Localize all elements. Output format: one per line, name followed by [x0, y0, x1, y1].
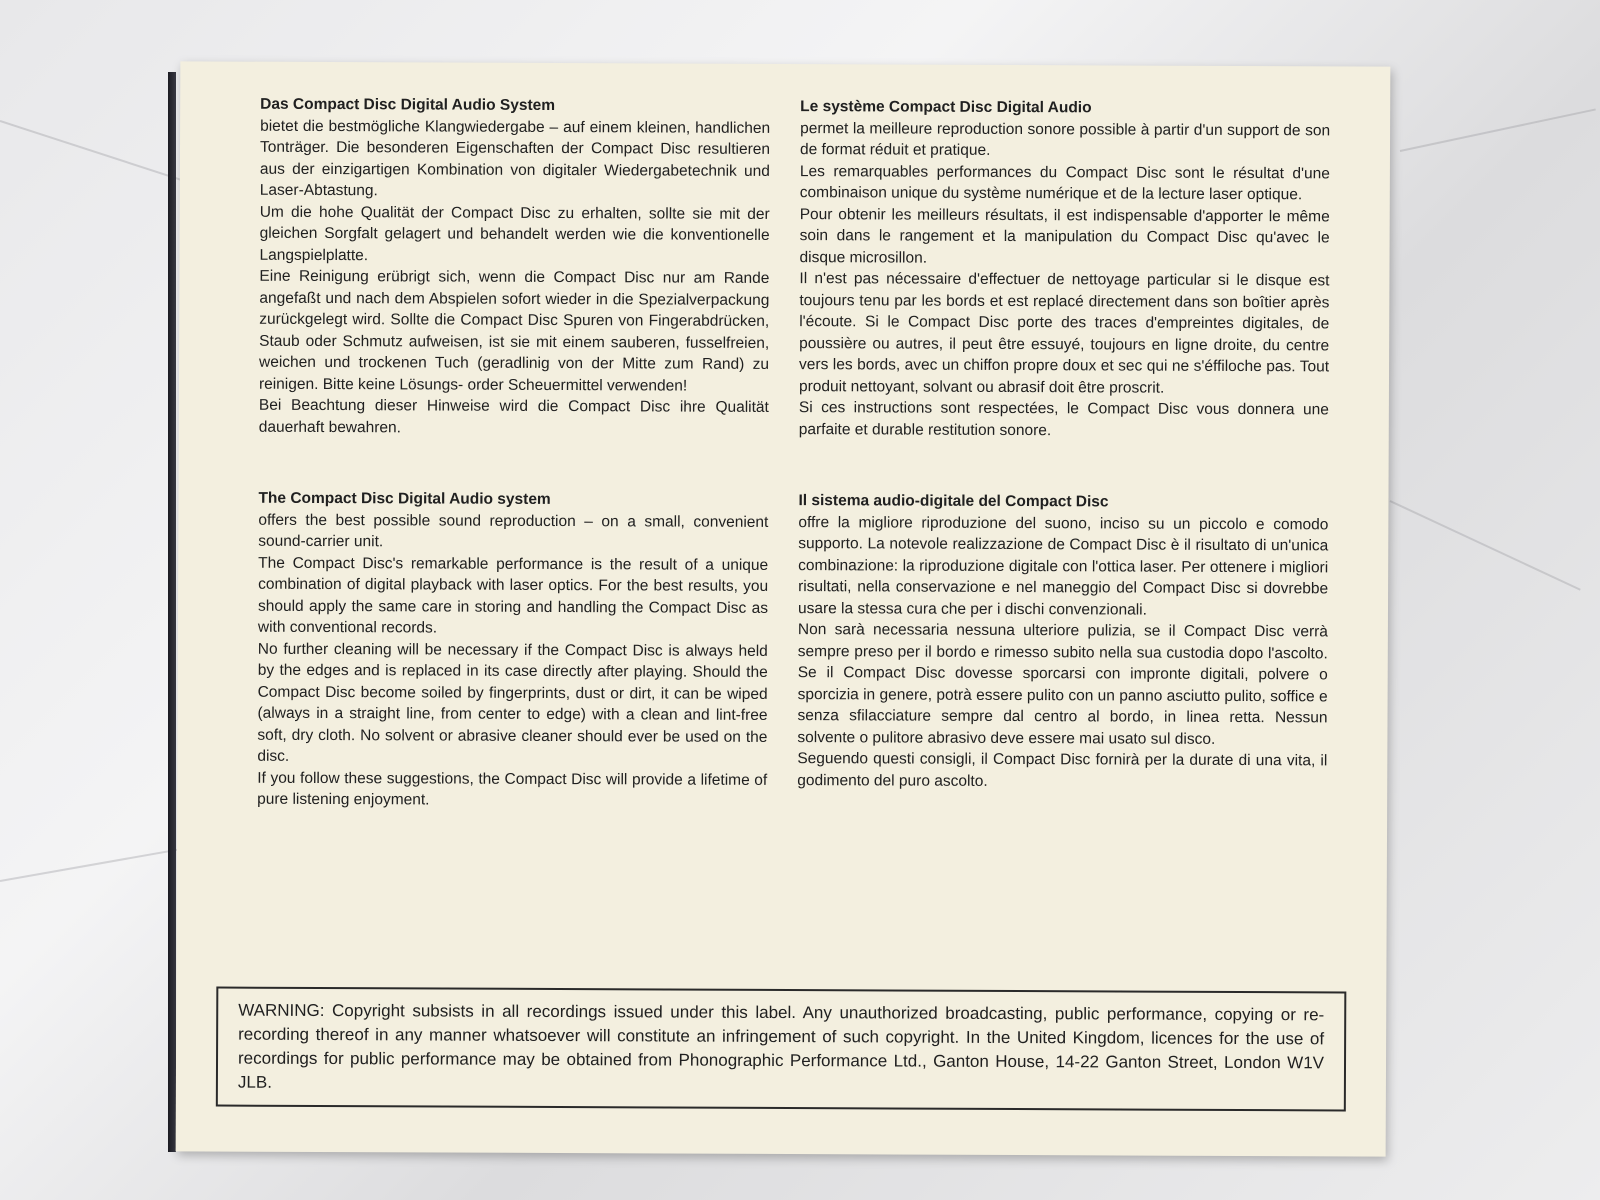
- french-paragraph: permet la meilleure reproduction sonore possible à partir d'un support de son de format réduit et pratique.: [799, 119, 1331, 159]
- german-section: [259, 94, 770, 440]
- german-heading: Das Compact Disc Digital Audio System: [260, 95, 556, 115]
- copyright-warning-text: WARNING: Copyright subsists in all recordings issued under this label. Any unauthorized broadcasting, public performance, copying or re-recording thereof in any manner whatsoever will constitute an infringement of such copyright. In the United Kingdom, licences for the use of recordings for public performance may be obtained from Phonographic Performance Ltd., Ganton House, 14-22 Ganton Street, London W1V JLB.: [237, 1000, 1325, 1092]
- marble-vein: [1390, 500, 1581, 591]
- italian-paragraph: Seguendo questi consigli, il Compact Disc fornirà per la durate di una vita, il godimento del puro ascolto.: [797, 750, 1328, 790]
- french-heading: Le système Compact Disc Digital Audio: [800, 98, 1092, 117]
- french-paragraph: Si ces instructions sont respectées, le Compact Disc vous donnera une parfaite et durable restitution sonore.: [798, 399, 1329, 439]
- italian-paragraph: offre la migliore riproduzione del suono, inciso su un piccolo e comodo supporto. La notevole realizzazione de Compact Disc è il risultato di un'unica combinazione: la riproduzione digitale con l'ottica laser. Per ottenere i migliori risultati, nella conservazione e nel maneggio del Compact Disc si dovrebbe usare la stessa cura che per i dischi convenzionali.: [797, 513, 1329, 619]
- english-paragraph: The Compact Disc's remarkable performance is the result of a unique combination of digital playback with laser optics. For the best results, you should apply the same care in storing and handling the Compact Disc as with conventional records.: [257, 554, 769, 637]
- copyright-warning-box: [216, 987, 1347, 1112]
- left-column: [257, 94, 770, 863]
- english-section: [257, 488, 768, 813]
- french-paragraph: Les remarquables performances du Compact Disc sont le résultat d'une combinaison unique du système numérique et de la lecture laser optique.: [799, 162, 1330, 204]
- german-paragraph: Eine Reinigung erübrigt sich, wenn die Compact Disc nur am Rande angefaßt und nach dem Abspielen sofort wieder in die Spezialverpackung zurückgelegt wird. Sollte die Compact Disc Spuren von Fingerabdrücken, Staub oder Schmutz aufweisen, ist sie mit einem sauberen, fusselfreien, weichen und trockenen Tuch (geradlinig von der Mitte zum Rand) zu reinigen. Bitte keine Lösungs- order Scheuermittel verwenden!: [258, 267, 770, 395]
- english-paragraph: offers the best possible sound reproduction – on a small, convenient sound-carrier unit.: [258, 511, 769, 551]
- marble-vein: [1400, 108, 1596, 152]
- cd-booklet-page: [176, 61, 1391, 1156]
- italian-paragraph: Non sarà necessaria nessuna ulteriore pulizia, se il Compact Disc verrà sempre preso per il bordo e rimesso subito nella sua custodia dopo l'ascolto. Se il Compact Disc dovesse sporcarsi con impronte digitali, polvere o sporcizia in genere, potrà essere pulito con un panno asciutto pulito, soffice e senza sfilacciature sempre dal centro al bordo, in linea retta. Nessun solvente o pulitore abrasivo deve essere mai usato sul disco.: [797, 621, 1328, 748]
- french-paragraph: Pour obtenir les meilleurs résultats, il est indispensable d'apporter le même soin dans le rangement et la manipulation du Compact Disc qu'avec le disque microsillon.: [799, 205, 1330, 267]
- right-column: [797, 96, 1330, 843]
- french-paragraph: Il n'est pas nécessaire d'effectuer de nettoyage particular si le disque est toujours tenu par les bords et est replacé directement dans son boîtier après l'écoute. Si le Compact Disc porte des traces d'empreintes digitales, de poussière ou autres, il peut être essuyé, toujours en ligne droite, du centre vers les bords, avec un chiffon propre doux et sec qui ne s'éffiloche pas. Tout produit nettoyant, solvant ou abrasif doit être proscrit.: [798, 270, 1330, 397]
- booklet-spine-shadow: [168, 72, 176, 1152]
- german-paragraph: bietet die bestmögliche Klangwiedergabe – auf einem kleinen, handlichen Tonträger. Die besonderen Eigenschaften der Compact Disc resultieren aus der einzigartigen Kombination von digitaler Wiedergabetechnik und Laser-Abtastung.: [259, 117, 771, 200]
- english-heading: The Compact Disc Digital Audio system: [258, 489, 551, 508]
- french-section: [799, 96, 1330, 442]
- italian-heading: Il sistema audio-digitale del Compact Disc: [798, 492, 1109, 511]
- english-paragraph: No further cleaning will be necessary if the Compact Disc is always held by the edges and is replaced in its case directly after playing. Should the Compact Disc become soiled by fingerprints, dust or dirt, it can be wiped (always in a straight line, from center to edge) with a clean and lint-free soft, dry cloth. No solvent or abrasive cleaner should ever be used on the disc.: [257, 640, 768, 765]
- italian-section: [797, 490, 1328, 793]
- english-paragraph: If you follow these suggestions, the Compact Disc will provide a lifetime of pure listening enjoyment.: [257, 769, 768, 809]
- german-paragraph: Bei Beachtung dieser Hinweise wird die Compact Disc ihre Qualität dauerhaft bewahren.: [258, 396, 769, 436]
- german-paragraph: Um die hohe Qualität der Compact Disc zu erhalten, sollte sie mit der gleichen Sorgfalt gelagert und behandelt werden wie die konventionelle Langspielplatte.: [259, 203, 770, 264]
